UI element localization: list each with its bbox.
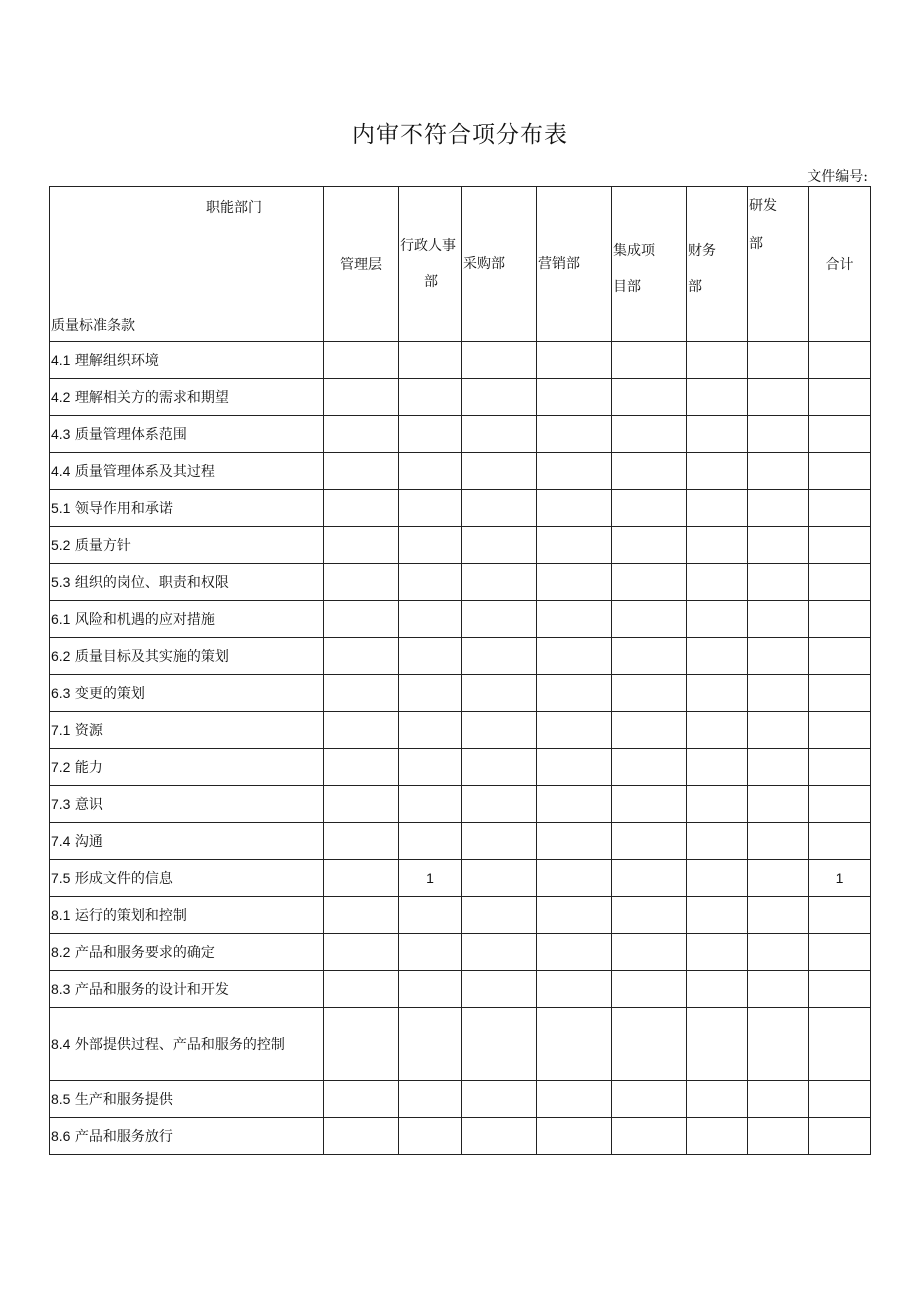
- clause-number: 7.2: [51, 759, 71, 775]
- count-cell: [612, 1008, 687, 1081]
- count-cell: [687, 971, 748, 1008]
- header-total: 合计: [809, 187, 871, 342]
- count-cell: [537, 490, 612, 527]
- header-marketing: 营销部: [537, 187, 612, 342]
- table-row: [50, 712, 871, 749]
- table-row: [50, 527, 871, 564]
- count-cell: [399, 490, 462, 527]
- count-cell: [537, 934, 612, 971]
- count-cell: [612, 342, 687, 379]
- count-cell: [687, 379, 748, 416]
- table-row: [50, 1081, 871, 1118]
- count-cell: [748, 934, 809, 971]
- count-cell: [537, 786, 612, 823]
- clause-number: 4.3: [51, 426, 71, 442]
- count-cell: [399, 379, 462, 416]
- count-cell: [809, 1008, 871, 1081]
- clause-number: 5.2: [51, 537, 71, 553]
- clause-number: 8.3: [51, 981, 71, 997]
- header-integration-projects: 集成项 目部: [612, 187, 687, 342]
- count-cell: [612, 897, 687, 934]
- clause-number: 4.2: [51, 389, 71, 405]
- count-cell: 1: [809, 860, 871, 897]
- count-cell: [748, 638, 809, 675]
- count-cell: [462, 564, 537, 601]
- clause-number: 6.2: [51, 648, 71, 664]
- table-row: [50, 823, 871, 860]
- table-row: [50, 897, 871, 934]
- count-cell: [687, 490, 748, 527]
- clause-text: 生产和服务提供: [74, 1092, 173, 1108]
- count-cell: [612, 527, 687, 564]
- count-cell: [462, 1081, 537, 1118]
- clause-text: 资源: [74, 723, 103, 739]
- count-cell: [462, 379, 537, 416]
- count-cell: [399, 1008, 462, 1081]
- count-cell: [612, 934, 687, 971]
- clause-number: 4.4: [51, 463, 71, 479]
- count-cell: [809, 823, 871, 860]
- count-cell: [462, 601, 537, 638]
- table-row: [50, 786, 871, 823]
- clause-number: 6.1: [51, 611, 71, 627]
- count-cell: [537, 564, 612, 601]
- count-cell: [324, 490, 399, 527]
- table-row: [50, 860, 871, 897]
- count-cell: [687, 416, 748, 453]
- count-cell: [748, 527, 809, 564]
- count-cell: [748, 490, 809, 527]
- header-finance: 财务 部: [687, 187, 748, 342]
- count-cell: [809, 564, 871, 601]
- clause-number: 8.1: [51, 907, 71, 923]
- count-cell: [748, 712, 809, 749]
- count-cell: [324, 564, 399, 601]
- clause-cell: [50, 1008, 324, 1081]
- count-cell: [324, 379, 399, 416]
- count-cell: [809, 971, 871, 1008]
- count-cell: [748, 1008, 809, 1081]
- corner-header-cell: [50, 187, 324, 342]
- count-cell: [687, 564, 748, 601]
- count-cell: [748, 897, 809, 934]
- count-cell: [612, 1081, 687, 1118]
- clause-cell: [50, 638, 324, 675]
- count-cell: [687, 712, 748, 749]
- count-cell: [399, 897, 462, 934]
- clause-cell: [50, 453, 324, 490]
- count-cell: [537, 749, 612, 786]
- count-cell: [399, 786, 462, 823]
- table-header-row: [50, 187, 871, 342]
- count-cell: [748, 564, 809, 601]
- count-cell: [809, 897, 871, 934]
- clause-number: 5.3: [51, 574, 71, 590]
- header-rnd: 研发 部: [748, 187, 809, 342]
- count-cell: [612, 971, 687, 1008]
- count-cell: [537, 379, 612, 416]
- count-cell: [537, 527, 612, 564]
- count-cell: [748, 823, 809, 860]
- count-cell: [399, 675, 462, 712]
- count-cell: [612, 638, 687, 675]
- count-cell: [537, 712, 612, 749]
- count-cell: [324, 823, 399, 860]
- count-cell: [537, 453, 612, 490]
- count-cell: [537, 897, 612, 934]
- count-cell: [324, 712, 399, 749]
- table-row: [50, 1008, 871, 1081]
- clause-number: 5.1: [51, 500, 71, 516]
- clause-number: 4.1: [51, 352, 71, 368]
- count-cell: [687, 786, 748, 823]
- count-cell: [748, 749, 809, 786]
- count-cell: [462, 897, 537, 934]
- clause-cell: [50, 379, 324, 416]
- count-cell: [324, 675, 399, 712]
- count-cell: [748, 342, 809, 379]
- clause-cell: [50, 971, 324, 1008]
- clause-number: 6.3: [51, 685, 71, 701]
- count-cell: [462, 342, 537, 379]
- clause-cell: [50, 897, 324, 934]
- count-cell: [537, 823, 612, 860]
- count-cell: [687, 1081, 748, 1118]
- clause-text: 意识: [74, 797, 103, 813]
- count-cell: [462, 416, 537, 453]
- count-cell: [809, 490, 871, 527]
- count-cell: [324, 749, 399, 786]
- count-cell: [324, 638, 399, 675]
- count-cell: [612, 712, 687, 749]
- count-cell: [687, 527, 748, 564]
- count-cell: [687, 342, 748, 379]
- clause-cell: [50, 823, 324, 860]
- count-cell: [687, 1008, 748, 1081]
- count-cell: [809, 712, 871, 749]
- clause-number: 7.1: [51, 722, 71, 738]
- count-cell: [809, 342, 871, 379]
- count-cell: [399, 453, 462, 490]
- count-cell: [687, 749, 748, 786]
- count-cell: [612, 453, 687, 490]
- count-cell: [687, 601, 748, 638]
- count-cell: [687, 934, 748, 971]
- count-cell: [687, 860, 748, 897]
- clause-cell: [50, 564, 324, 601]
- table-row: [50, 416, 871, 453]
- clause-number: 7.4: [51, 833, 71, 849]
- count-cell: [687, 675, 748, 712]
- count-cell: [399, 416, 462, 453]
- table-row: [50, 1118, 871, 1155]
- clause-number: 8.5: [51, 1091, 71, 1107]
- clause-text: 外部提供过程、产品和服务的控制: [74, 1036, 285, 1053]
- table-row: [50, 564, 871, 601]
- count-cell: [324, 934, 399, 971]
- count-cell: [324, 1118, 399, 1155]
- clause-text: 领导作用和承诺: [74, 501, 173, 517]
- count-cell: [687, 453, 748, 490]
- clause-text: 理解组织环境: [74, 353, 159, 369]
- count-cell: [748, 1118, 809, 1155]
- clause-cell: [50, 601, 324, 638]
- clause-number: 8.2: [51, 944, 71, 960]
- clause-text: 质量目标及其实施的策划: [74, 649, 229, 665]
- count-cell: [612, 749, 687, 786]
- corner-header-clause: 质量标准条款: [51, 318, 135, 334]
- clause-text: 变更的策划: [74, 686, 145, 702]
- count-cell: [324, 860, 399, 897]
- count-cell: [324, 786, 399, 823]
- count-cell: [612, 564, 687, 601]
- count-cell: [748, 971, 809, 1008]
- count-cell: [809, 749, 871, 786]
- count-cell: [748, 860, 809, 897]
- nonconformity-distribution-table: [49, 186, 871, 1155]
- count-cell: [324, 416, 399, 453]
- count-cell: [462, 823, 537, 860]
- count-cell: [462, 453, 537, 490]
- count-cell: [809, 379, 871, 416]
- clause-cell: [50, 934, 324, 971]
- table-row: [50, 490, 871, 527]
- clause-text: 理解相关方的需求和期望: [74, 390, 229, 406]
- count-cell: [809, 416, 871, 453]
- count-cell: [537, 1118, 612, 1155]
- clause-text: 质量管理体系范围: [74, 427, 187, 443]
- clause-text: 产品和服务的设计和开发: [74, 982, 229, 998]
- count-cell: [748, 601, 809, 638]
- clause-cell: [50, 712, 324, 749]
- count-cell: [399, 1081, 462, 1118]
- count-cell: [612, 379, 687, 416]
- count-cell: [748, 786, 809, 823]
- clause-cell: [50, 490, 324, 527]
- table-row: [50, 749, 871, 786]
- count-cell: [809, 601, 871, 638]
- count-cell: [537, 601, 612, 638]
- count-cell: [687, 823, 748, 860]
- clause-text: 运行的策划和控制: [74, 908, 187, 924]
- table-row: [50, 638, 871, 675]
- count-cell: [612, 601, 687, 638]
- clause-number: 7.5: [51, 870, 71, 886]
- count-cell: [324, 601, 399, 638]
- count-cell: [324, 1081, 399, 1118]
- count-cell: [612, 1118, 687, 1155]
- corner-header-department: 职能部门: [206, 200, 262, 216]
- count-cell: [809, 675, 871, 712]
- clause-cell: [50, 416, 324, 453]
- count-cell: [687, 897, 748, 934]
- header-admin-hr: 行政人事 部: [399, 187, 462, 342]
- table-row: [50, 971, 871, 1008]
- count-cell: [748, 675, 809, 712]
- count-cell: [612, 860, 687, 897]
- clause-cell: [50, 342, 324, 379]
- count-cell: [324, 971, 399, 1008]
- count-cell: [612, 823, 687, 860]
- count-cell: [399, 823, 462, 860]
- table-row: [50, 675, 871, 712]
- table-row: [50, 342, 871, 379]
- count-cell: [399, 564, 462, 601]
- count-cell: [809, 638, 871, 675]
- count-cell: [324, 1008, 399, 1081]
- count-cell: [462, 675, 537, 712]
- clause-text: 质量方针: [74, 538, 131, 554]
- count-cell: [462, 638, 537, 675]
- clause-cell: [50, 786, 324, 823]
- clause-text: 能力: [74, 760, 103, 776]
- clause-text: 沟通: [74, 834, 103, 850]
- table-row: [50, 934, 871, 971]
- document-number-label: 文件编号:: [807, 169, 868, 185]
- count-cell: [612, 490, 687, 527]
- header-purchasing: 采购部: [462, 187, 537, 342]
- count-cell: [462, 490, 537, 527]
- count-cell: [537, 675, 612, 712]
- table-row: [50, 601, 871, 638]
- count-cell: [748, 453, 809, 490]
- clause-text: 风险和机遇的应对措施: [74, 612, 215, 628]
- count-cell: [748, 416, 809, 453]
- count-cell: [809, 1081, 871, 1118]
- clause-cell: [50, 1118, 324, 1155]
- count-cell: [809, 1118, 871, 1155]
- count-cell: [324, 527, 399, 564]
- count-cell: [809, 453, 871, 490]
- clause-number: 8.4: [51, 1035, 71, 1052]
- count-cell: [462, 749, 537, 786]
- count-cell: [809, 934, 871, 971]
- count-cell: [324, 342, 399, 379]
- count-cell: [748, 1081, 809, 1118]
- count-cell: [462, 934, 537, 971]
- count-cell: [462, 860, 537, 897]
- count-cell: [537, 1081, 612, 1118]
- count-cell: [399, 527, 462, 564]
- count-cell: [399, 601, 462, 638]
- clause-text: 产品和服务要求的确定: [74, 945, 215, 961]
- count-cell: [462, 1008, 537, 1081]
- clause-text: 产品和服务放行: [74, 1129, 173, 1145]
- clause-text: 质量管理体系及其过程: [74, 464, 215, 480]
- count-cell: [324, 453, 399, 490]
- count-cell: [537, 416, 612, 453]
- clause-text: 组织的岗位、职责和权限: [74, 575, 229, 591]
- count-cell: [462, 527, 537, 564]
- count-cell: [612, 786, 687, 823]
- document-title: 内审不符合项分布表: [352, 122, 568, 148]
- clause-number: 7.3: [51, 796, 71, 812]
- clause-cell: [50, 1081, 324, 1118]
- count-cell: [809, 786, 871, 823]
- count-cell: [809, 527, 871, 564]
- count-cell: [537, 638, 612, 675]
- count-cell: [462, 712, 537, 749]
- clause-cell: [50, 749, 324, 786]
- count-cell: [687, 1118, 748, 1155]
- count-cell: [399, 638, 462, 675]
- count-cell: [537, 860, 612, 897]
- table-row: [50, 453, 871, 490]
- table-row: [50, 379, 871, 416]
- count-cell: [399, 712, 462, 749]
- count-cell: [687, 638, 748, 675]
- count-cell: [399, 934, 462, 971]
- clause-number: 8.6: [51, 1128, 71, 1144]
- count-cell: [537, 342, 612, 379]
- header-management: 管理层: [324, 187, 399, 342]
- count-cell: [462, 971, 537, 1008]
- clause-text: 形成文件的信息: [74, 871, 173, 887]
- count-cell: [399, 1118, 462, 1155]
- count-cell: [537, 1008, 612, 1081]
- clause-cell: [50, 860, 324, 897]
- count-cell: [462, 786, 537, 823]
- count-cell: [748, 379, 809, 416]
- clause-cell: [50, 527, 324, 564]
- count-cell: [537, 971, 612, 1008]
- count-cell: [399, 749, 462, 786]
- clause-cell: [50, 675, 324, 712]
- count-cell: [399, 971, 462, 1008]
- count-cell: 1: [399, 860, 462, 897]
- count-cell: [612, 416, 687, 453]
- count-cell: [324, 897, 399, 934]
- count-cell: [462, 1118, 537, 1155]
- count-cell: [612, 675, 687, 712]
- count-cell: [399, 342, 462, 379]
